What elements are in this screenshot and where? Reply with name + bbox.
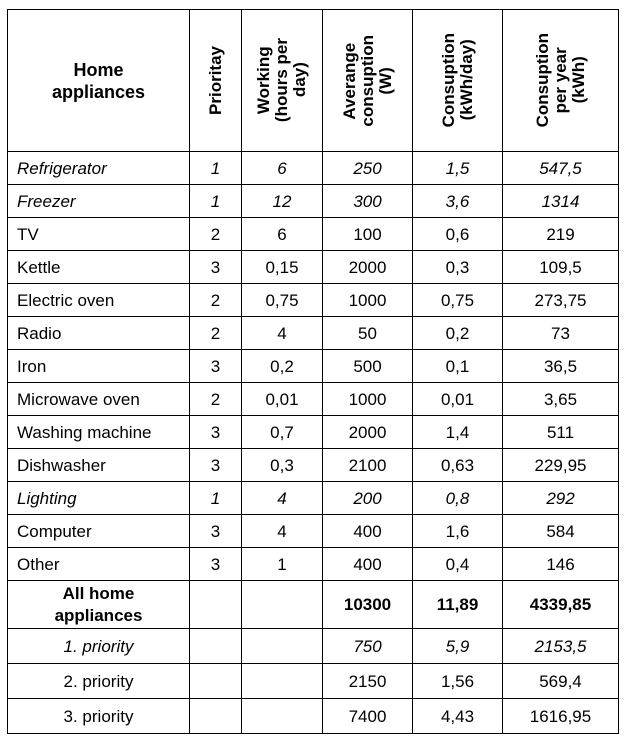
header-label: Consuption (kWh/day): [438, 33, 476, 128]
table-row: [8, 416, 619, 449]
table-row: [8, 515, 619, 548]
header-label: Prioritay: [205, 46, 225, 115]
priority-label: 3. priority: [8, 699, 190, 734]
consumption-day-cell: 0,3: [413, 251, 503, 284]
empty-cell: [242, 581, 323, 629]
total-row: [8, 581, 619, 629]
consumption-year-cell: 2153,5: [503, 629, 619, 664]
priority-cell: 1: [190, 482, 242, 515]
consumption-day-cell: 0,63: [413, 449, 503, 482]
hours-cell: 12: [242, 185, 323, 218]
consumption-day-cell: 0,1: [413, 350, 503, 383]
average-consumption-cell: 7400: [323, 699, 413, 734]
average-consumption-cell: 1000: [323, 284, 413, 317]
hours-cell: 0,2: [242, 350, 323, 383]
appliance-name: Computer: [8, 515, 190, 548]
empty-cell: [190, 581, 242, 629]
table-row: [8, 284, 619, 317]
priority-summary-row: [8, 629, 619, 664]
appliance-name: Freezer: [8, 185, 190, 218]
consumption-year-cell: 219: [503, 218, 619, 251]
priority-label: 2. priority: [8, 664, 190, 699]
priority-cell: 3: [190, 350, 242, 383]
priority-label: 1. priority: [8, 629, 190, 664]
appliance-consumption-table: [7, 9, 619, 734]
average-consumption-cell: 300: [323, 185, 413, 218]
consumption-day-cell: 1,56: [413, 664, 503, 699]
table-row: [8, 383, 619, 416]
consumption-year-cell: 109,5: [503, 251, 619, 284]
appliance-name: Washing machine: [8, 416, 190, 449]
appliance-name: Radio: [8, 317, 190, 350]
consumption-year-cell: 1616,95: [503, 699, 619, 734]
consumption-year-cell: 229,95: [503, 449, 619, 482]
table-row: [8, 482, 619, 515]
average-consumption-cell: 2150: [323, 664, 413, 699]
appliance-name: Electric oven: [8, 284, 190, 317]
priority-cell: 3: [190, 416, 242, 449]
average-consumption-cell: 750: [323, 629, 413, 664]
empty-cell: [242, 664, 323, 699]
consumption-year-cell: 146: [503, 548, 619, 581]
empty-cell: [190, 664, 242, 699]
consumption-year-cell: 3,65: [503, 383, 619, 416]
consumption-day-cell: 1,5: [413, 152, 503, 185]
table-row: [8, 218, 619, 251]
table-row: [8, 185, 619, 218]
empty-cell: [190, 699, 242, 734]
priority-cell: 2: [190, 383, 242, 416]
appliance-name: Kettle: [8, 251, 190, 284]
table-row: [8, 251, 619, 284]
hours-cell: 6: [242, 152, 323, 185]
consumption-year-cell: 4339,85: [503, 581, 619, 629]
consumption-year-cell: 1314: [503, 185, 619, 218]
table-row: [8, 152, 619, 185]
header-working-hours: [242, 10, 323, 152]
priority-cell: 2: [190, 317, 242, 350]
table-row: [8, 350, 619, 383]
table-row: [8, 317, 619, 350]
hours-cell: 4: [242, 317, 323, 350]
average-consumption-cell: 250: [323, 152, 413, 185]
consumption-year-cell: 273,75: [503, 284, 619, 317]
consumption-day-cell: 0,01: [413, 383, 503, 416]
priority-cell: 3: [190, 251, 242, 284]
header-label: Working (hours per day): [254, 38, 309, 123]
header-consumption-year: [503, 10, 619, 152]
hours-cell: 0,01: [242, 383, 323, 416]
table-row: [8, 548, 619, 581]
empty-cell: [242, 629, 323, 664]
header-label: Averange consuption (W): [339, 34, 395, 127]
average-consumption-cell: 2100: [323, 449, 413, 482]
empty-cell: [190, 629, 242, 664]
header-label: Consuption per year (kWh): [532, 33, 588, 128]
header-priority: [190, 10, 242, 152]
average-consumption-cell: 500: [323, 350, 413, 383]
consumption-day-cell: 5,9: [413, 629, 503, 664]
hours-cell: 1: [242, 548, 323, 581]
consumption-day-cell: 1,4: [413, 416, 503, 449]
consumption-year-cell: 292: [503, 482, 619, 515]
average-consumption-cell: 1000: [323, 383, 413, 416]
appliance-name: Microwave oven: [8, 383, 190, 416]
consumption-year-cell: 511: [503, 416, 619, 449]
consumption-day-cell: 4,43: [413, 699, 503, 734]
hours-cell: 0,15: [242, 251, 323, 284]
priority-cell: 1: [190, 185, 242, 218]
consumption-year-cell: 36,5: [503, 350, 619, 383]
header-consumption-day: [413, 10, 503, 152]
hours-cell: 0,3: [242, 449, 323, 482]
header-average-consumption: [323, 10, 413, 152]
appliance-name: Iron: [8, 350, 190, 383]
consumption-day-cell: 1,6: [413, 515, 503, 548]
consumption-day-cell: 3,6: [413, 185, 503, 218]
empty-cell: [242, 699, 323, 734]
consumption-day-cell: 0,2: [413, 317, 503, 350]
consumption-year-cell: 584: [503, 515, 619, 548]
priority-cell: 2: [190, 218, 242, 251]
hours-cell: 4: [242, 482, 323, 515]
priority-summary-row: [8, 664, 619, 699]
consumption-day-cell: 0,8: [413, 482, 503, 515]
priority-summary-row: [8, 699, 619, 734]
consumption-day-cell: 0,6: [413, 218, 503, 251]
consumption-year-cell: 547,5: [503, 152, 619, 185]
appliance-name: TV: [8, 218, 190, 251]
average-consumption-cell: 10300: [323, 581, 413, 629]
header-label: Home appliances: [51, 59, 146, 102]
appliance-name: Lighting: [8, 482, 190, 515]
average-consumption-cell: 400: [323, 515, 413, 548]
priority-cell: 3: [190, 548, 242, 581]
hours-cell: 0,75: [242, 284, 323, 317]
average-consumption-cell: 100: [323, 218, 413, 251]
average-consumption-cell: 200: [323, 482, 413, 515]
consumption-year-cell: 569,4: [503, 664, 619, 699]
consumption-year-cell: 73: [503, 317, 619, 350]
priority-cell: 3: [190, 449, 242, 482]
consumption-day-cell: 0,4: [413, 548, 503, 581]
priority-cell: 3: [190, 515, 242, 548]
total-label: All home appliances: [8, 581, 190, 629]
consumption-day-cell: 0,75: [413, 284, 503, 317]
average-consumption-cell: 400: [323, 548, 413, 581]
priority-cell: 2: [190, 284, 242, 317]
header-home-appliances: [8, 10, 190, 152]
average-consumption-cell: 50: [323, 317, 413, 350]
appliance-name: Dishwasher: [8, 449, 190, 482]
average-consumption-cell: 2000: [323, 251, 413, 284]
table-row: [8, 449, 619, 482]
consumption-day-cell: 11,89: [413, 581, 503, 629]
header-row: [8, 10, 619, 152]
appliance-name: Other: [8, 548, 190, 581]
hours-cell: 6: [242, 218, 323, 251]
appliance-name: Refrigerator: [8, 152, 190, 185]
priority-cell: 1: [190, 152, 242, 185]
hours-cell: 4: [242, 515, 323, 548]
average-consumption-cell: 2000: [323, 416, 413, 449]
hours-cell: 0,7: [242, 416, 323, 449]
